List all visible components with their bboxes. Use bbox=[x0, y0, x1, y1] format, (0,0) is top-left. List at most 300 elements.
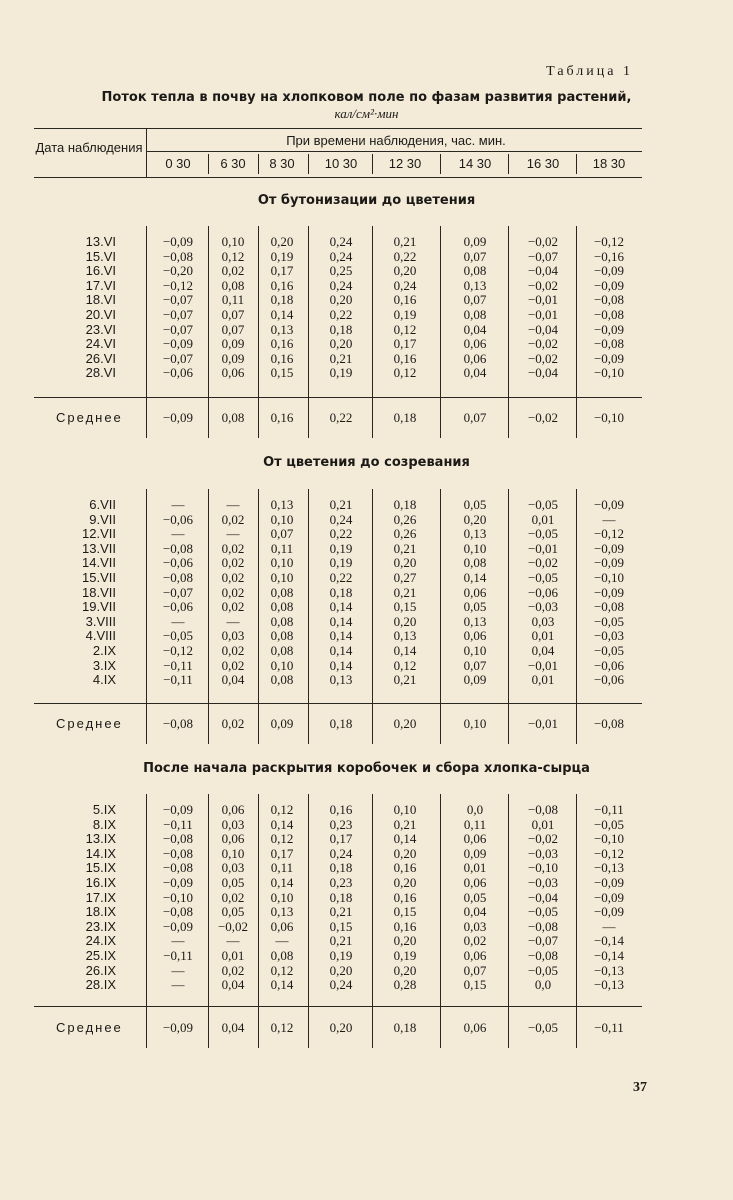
table-cell: 0,01 bbox=[221, 948, 245, 963]
table-cell: −0,13 bbox=[593, 962, 625, 978]
average-column-separator bbox=[508, 397, 509, 438]
table-cell: 0,24 bbox=[329, 845, 353, 861]
table-cell: −0,08 bbox=[593, 292, 625, 308]
column-separator bbox=[146, 794, 147, 1006]
table-cell: 0,16 bbox=[393, 918, 417, 934]
row-date: 3.IX bbox=[92, 657, 116, 673]
header-col-separator bbox=[440, 154, 441, 174]
table-cell: −0,08 bbox=[162, 904, 194, 920]
row-date: 13.VI bbox=[85, 234, 116, 249]
table-cell: 0,12 bbox=[393, 365, 417, 381]
average-label: Среднее bbox=[56, 1020, 123, 1035]
average-cell: 0,08 bbox=[221, 410, 245, 425]
table-cell: −0,03 bbox=[527, 845, 559, 861]
average-column-separator bbox=[440, 703, 441, 744]
table-cell: 0,05 bbox=[221, 904, 245, 920]
table-cell: −0,04 bbox=[527, 889, 559, 905]
average-column-separator bbox=[308, 1006, 309, 1048]
table-cell: 0,08 bbox=[463, 263, 487, 279]
time-header-4: 12 30 bbox=[388, 156, 422, 171]
row-date: 17.VI bbox=[85, 277, 116, 293]
average-cell: 0,18 bbox=[393, 410, 417, 425]
table-cell: 0,01 bbox=[531, 628, 555, 644]
row-date: 25.IX bbox=[85, 948, 116, 963]
table-cell: 0,16 bbox=[270, 350, 294, 366]
table-cell: 0,14 bbox=[329, 599, 353, 615]
table-cell: 0,06 bbox=[463, 350, 487, 366]
table-cell: — bbox=[171, 962, 185, 978]
table-cell: −0,06 bbox=[162, 511, 194, 527]
column-separator bbox=[440, 794, 441, 1006]
header-col-separator bbox=[308, 154, 309, 174]
table-cell: 0,28 bbox=[393, 977, 417, 993]
average-cell: 0,22 bbox=[329, 410, 353, 425]
table-cell: 0,20 bbox=[393, 933, 417, 949]
table-cell: 0,06 bbox=[221, 802, 245, 817]
table-cell: 0,04 bbox=[221, 977, 245, 993]
table-cell: 0,10 bbox=[221, 845, 245, 861]
table-cell: −0,09 bbox=[162, 234, 194, 249]
table-cell: −0,05 bbox=[527, 570, 559, 585]
table-cell: 0,12 bbox=[393, 321, 417, 337]
average-cell: −0,09 bbox=[162, 410, 194, 425]
table-cell: — bbox=[171, 497, 185, 512]
table-cell: −0,05 bbox=[162, 628, 194, 644]
table-cell: 0,08 bbox=[270, 948, 294, 963]
table-cell: −0,08 bbox=[527, 918, 559, 934]
table-cell: 0,20 bbox=[393, 555, 417, 571]
table-cell: 0,14 bbox=[393, 831, 417, 847]
table-cell: 0,16 bbox=[270, 277, 294, 293]
table-cell: 0,16 bbox=[393, 350, 417, 366]
table-cell: 0,13 bbox=[463, 526, 487, 542]
table-cell: −0,12 bbox=[593, 845, 625, 861]
section-title: После начала раскрытия коробочек и сбора хлопка-сырца bbox=[143, 761, 590, 776]
table-cell: 0,08 bbox=[270, 613, 294, 629]
table-cell: 0,14 bbox=[393, 643, 417, 658]
table-cell: −0,10 bbox=[593, 365, 625, 381]
table-cell: 0,15 bbox=[463, 977, 487, 993]
table-cell: — bbox=[171, 933, 185, 949]
header-col-separator bbox=[208, 154, 209, 174]
date-column-header: Дата наблюдения bbox=[35, 140, 143, 155]
table-cell: −0,10 bbox=[593, 831, 625, 847]
table-cell: −0,02 bbox=[527, 350, 559, 366]
table-cell: 0,18 bbox=[329, 584, 353, 600]
table-cell: 0,12 bbox=[221, 248, 245, 264]
table-cell: 0,23 bbox=[329, 875, 353, 890]
table-cell: 0,14 bbox=[270, 307, 294, 322]
table-cell: 0,27 bbox=[393, 570, 417, 585]
table-cell: 0,09 bbox=[463, 845, 487, 861]
table-cell: 0,08 bbox=[270, 584, 294, 600]
table-cell: −0,07 bbox=[162, 292, 194, 308]
table-cell: 0,04 bbox=[463, 904, 487, 920]
table-cell: 0,03 bbox=[221, 816, 245, 832]
table-cell: 0,13 bbox=[270, 904, 294, 920]
table-cell: −0,02 bbox=[527, 277, 559, 293]
time-header-6: 16 30 bbox=[526, 156, 560, 171]
table-cell: 0,06 bbox=[221, 831, 245, 847]
row-date: 13.IX bbox=[85, 831, 116, 847]
table-cell: 0,06 bbox=[463, 875, 487, 890]
table-cell: 0,10 bbox=[463, 643, 487, 658]
table-cell: 0,02 bbox=[463, 933, 487, 949]
table-cell: 0,22 bbox=[329, 307, 353, 322]
row-date: 13.VII bbox=[82, 540, 116, 556]
table-cell: 0,02 bbox=[221, 540, 245, 556]
column-separator bbox=[508, 489, 509, 703]
table-cell: −0,08 bbox=[527, 802, 559, 817]
table-cell: 0,15 bbox=[270, 365, 294, 381]
table-cell: 0,06 bbox=[463, 628, 487, 644]
table-cell: −0,06 bbox=[162, 365, 194, 381]
table-cell: 0,03 bbox=[221, 628, 245, 644]
table-cell: 0,06 bbox=[463, 831, 487, 847]
table-cell: 0,21 bbox=[329, 933, 353, 949]
table-cell: 0,08 bbox=[463, 555, 487, 571]
column-separator bbox=[146, 489, 147, 703]
table-cell: −0,06 bbox=[593, 672, 625, 688]
row-date: 4.IX bbox=[92, 672, 116, 688]
header-col-separator bbox=[576, 154, 577, 174]
table-cell: 0,19 bbox=[270, 248, 294, 264]
table-cell: 0,23 bbox=[329, 816, 353, 832]
table-label: Таблица 1 bbox=[546, 64, 633, 79]
table-cell: −0,08 bbox=[527, 948, 559, 963]
table-cell: 0,02 bbox=[221, 962, 245, 978]
table-cell: −0,05 bbox=[593, 816, 625, 832]
table-cell: 0,18 bbox=[393, 497, 417, 512]
table-cell: −0,05 bbox=[593, 643, 625, 658]
table-cell: −0,08 bbox=[593, 599, 625, 615]
average-column-separator bbox=[508, 703, 509, 744]
table-cell: — bbox=[602, 918, 616, 934]
table-cell: −0,10 bbox=[593, 570, 625, 585]
column-separator bbox=[146, 226, 147, 397]
header-bottom-rule bbox=[34, 177, 642, 178]
table-cell: −0,12 bbox=[593, 526, 625, 542]
table-cell: −0,02 bbox=[217, 918, 249, 934]
table-cell: 0,08 bbox=[270, 672, 294, 688]
table-cell: 0,12 bbox=[270, 802, 294, 817]
row-date: 5.IX bbox=[92, 802, 116, 817]
table-cell: 0,18 bbox=[329, 889, 353, 905]
table-cell: 0,07 bbox=[463, 248, 487, 264]
table-cell: 0,19 bbox=[329, 555, 353, 571]
table-cell: 0,26 bbox=[393, 511, 417, 527]
table-cell: 0,18 bbox=[270, 292, 294, 308]
row-date: 15.VII bbox=[82, 570, 116, 585]
table-cell: 0,15 bbox=[329, 918, 353, 934]
table-cell: — bbox=[226, 613, 240, 629]
table-cell: −0,14 bbox=[593, 933, 625, 949]
table-cell: −0,13 bbox=[593, 860, 625, 876]
table-cell: 0,26 bbox=[393, 526, 417, 542]
table-cell: −0,07 bbox=[162, 584, 194, 600]
row-date: 24.VI bbox=[85, 336, 116, 352]
row-date: 16.IX bbox=[85, 875, 116, 890]
table-cell: 0,18 bbox=[329, 321, 353, 337]
table-cell: −0,08 bbox=[162, 570, 194, 585]
table-cell: 0,14 bbox=[270, 816, 294, 832]
header-date-separator bbox=[146, 128, 147, 177]
row-date: 14.IX bbox=[85, 845, 116, 861]
table-cell: −0,11 bbox=[163, 657, 193, 673]
table-units: кал/см²·мин bbox=[334, 106, 399, 121]
table-cell: 0,01 bbox=[531, 672, 555, 688]
header-mid-rule bbox=[146, 151, 642, 152]
table-cell: −0,09 bbox=[593, 540, 625, 556]
table-cell: 0,10 bbox=[270, 555, 294, 571]
average-cell: −0,11 bbox=[594, 1020, 624, 1035]
table-cell: 0,13 bbox=[463, 613, 487, 629]
time-header-2: 8 30 bbox=[269, 156, 295, 171]
table-cell: 0,15 bbox=[393, 904, 417, 920]
table-cell: −0,09 bbox=[593, 263, 625, 279]
table-cell: 0,21 bbox=[393, 540, 417, 556]
table-cell: 0,04 bbox=[463, 365, 487, 381]
table-cell: 0,10 bbox=[270, 657, 294, 673]
table-cell: −0,08 bbox=[162, 831, 194, 847]
table-cell: 0,02 bbox=[221, 511, 245, 527]
table-cell: 0,04 bbox=[221, 672, 245, 688]
table-cell: −0,07 bbox=[162, 350, 194, 366]
row-date: 15.IX bbox=[85, 860, 116, 876]
row-date: 24.IX bbox=[85, 933, 116, 949]
table-cell: 0,12 bbox=[393, 657, 417, 673]
time-header-3: 10 30 bbox=[324, 156, 358, 171]
table-cell: 0,03 bbox=[531, 613, 555, 629]
table-cell: 0,06 bbox=[463, 584, 487, 600]
table-cell: 0,10 bbox=[270, 889, 294, 905]
table-cell: — bbox=[602, 511, 616, 527]
column-separator bbox=[308, 794, 309, 1006]
table-cell: 0,04 bbox=[531, 643, 555, 658]
table-cell: 0,14 bbox=[270, 977, 294, 993]
table-cell: −0,08 bbox=[162, 540, 194, 556]
table-cell: −0,05 bbox=[527, 904, 559, 920]
time-span-header: При времени наблюдения, час. мин. bbox=[286, 133, 506, 148]
column-separator bbox=[308, 226, 309, 397]
average-column-separator bbox=[146, 1006, 147, 1048]
table-cell: 0,17 bbox=[270, 845, 294, 861]
table-cell: 0,22 bbox=[329, 526, 353, 542]
average-column-separator bbox=[208, 397, 209, 438]
table-cell: 0,13 bbox=[329, 672, 353, 688]
row-date: 6.VII bbox=[89, 497, 116, 512]
table-cell: 0,14 bbox=[329, 628, 353, 644]
table-cell: 0,13 bbox=[463, 277, 487, 293]
table-cell: −0,02 bbox=[527, 555, 559, 571]
average-cell: 0,04 bbox=[221, 1020, 245, 1035]
table-cell: −0,01 bbox=[527, 307, 559, 322]
table-cell: 0,08 bbox=[221, 277, 245, 293]
table-cell: 0,10 bbox=[270, 511, 294, 527]
table-cell: 0,19 bbox=[393, 948, 417, 963]
row-date: 23.IX bbox=[85, 918, 116, 934]
average-column-separator bbox=[308, 397, 309, 438]
table-cell: −0,11 bbox=[163, 948, 193, 963]
row-date: 9.VII bbox=[89, 511, 116, 527]
table-cell: — bbox=[171, 977, 185, 993]
average-cell: −0,05 bbox=[527, 1020, 559, 1035]
table-cell: 0,01 bbox=[531, 816, 555, 832]
row-date: 23.VI bbox=[85, 321, 116, 337]
table-cell: 0,20 bbox=[393, 845, 417, 861]
table-cell: 0,10 bbox=[221, 234, 245, 249]
table-cell: 0,08 bbox=[270, 628, 294, 644]
table-cell: 0,19 bbox=[393, 307, 417, 322]
average-cell: 0,02 bbox=[221, 716, 245, 731]
average-cell: 0,18 bbox=[393, 1020, 417, 1035]
table-cell: 0,09 bbox=[463, 672, 487, 688]
table-cell: 0,21 bbox=[393, 584, 417, 600]
column-separator bbox=[208, 794, 209, 1006]
table-cell: −0,09 bbox=[162, 875, 194, 890]
table-cell: −0,07 bbox=[162, 307, 194, 322]
row-date: 16.VI bbox=[85, 263, 116, 279]
table-cell: 0,09 bbox=[221, 336, 245, 352]
table-cell: −0,06 bbox=[162, 599, 194, 615]
table-cell: 0,03 bbox=[463, 918, 487, 934]
table-cell: 0,24 bbox=[329, 977, 353, 993]
table-cell: 0,11 bbox=[270, 860, 294, 876]
section-title: От цветения до созревания bbox=[263, 455, 470, 470]
table-cell: — bbox=[171, 613, 185, 629]
average-column-separator bbox=[208, 1006, 209, 1048]
table-cell: 0,03 bbox=[221, 860, 245, 876]
table-cell: 0,14 bbox=[270, 875, 294, 890]
table-cell: −0,09 bbox=[593, 584, 625, 600]
table-cell: 0,16 bbox=[393, 889, 417, 905]
table-cell: −0,07 bbox=[527, 248, 559, 264]
column-separator bbox=[372, 794, 373, 1006]
average-column-separator bbox=[372, 1006, 373, 1048]
table-cell: 0,02 bbox=[221, 599, 245, 615]
table-cell: — bbox=[226, 933, 240, 949]
column-separator bbox=[440, 226, 441, 397]
column-separator bbox=[440, 489, 441, 703]
table-cell: −0,09 bbox=[593, 321, 625, 337]
average-cell: −0,08 bbox=[593, 716, 625, 731]
table-cell: −0,08 bbox=[162, 860, 194, 876]
table-cell: −0,01 bbox=[527, 657, 559, 673]
table-cell: −0,03 bbox=[527, 599, 559, 615]
table-cell: 0,09 bbox=[221, 350, 245, 366]
table-cell: 0,02 bbox=[221, 889, 245, 905]
row-date: 28.IX bbox=[85, 977, 116, 993]
average-cell: −0,08 bbox=[162, 716, 194, 731]
table-cell: 0,24 bbox=[329, 511, 353, 527]
table-cell: −0,13 bbox=[593, 977, 625, 993]
table-cell: 0,20 bbox=[463, 511, 487, 527]
column-separator bbox=[508, 226, 509, 397]
average-cell: 0,18 bbox=[329, 716, 353, 731]
table-cell: 0,11 bbox=[463, 816, 487, 832]
average-column-separator bbox=[308, 703, 309, 744]
column-separator bbox=[308, 489, 309, 703]
table-cell: 0,06 bbox=[270, 918, 294, 934]
average-column-separator bbox=[372, 703, 373, 744]
table-cell: 0,24 bbox=[329, 248, 353, 264]
row-date: 14.VII bbox=[82, 555, 116, 571]
table-cell: −0,14 bbox=[593, 948, 625, 963]
table-cell: 0,24 bbox=[393, 277, 417, 293]
average-cell: 0,12 bbox=[270, 1020, 294, 1035]
table-cell: 0,13 bbox=[270, 321, 294, 337]
table-cell: — bbox=[226, 526, 240, 542]
table-cell: 0,22 bbox=[393, 248, 417, 264]
row-date: 17.IX bbox=[85, 889, 116, 905]
table-cell: 0,21 bbox=[393, 672, 417, 688]
table-cell: 0,21 bbox=[393, 816, 417, 832]
table-cell: — bbox=[226, 497, 240, 512]
table-cell: 0,04 bbox=[463, 321, 487, 337]
table-cell: 0,20 bbox=[393, 962, 417, 978]
section-title: От бутонизации до цветения bbox=[257, 193, 476, 208]
table-cell: −0,09 bbox=[162, 918, 194, 934]
column-separator bbox=[372, 226, 373, 397]
column-separator bbox=[208, 226, 209, 397]
table-cell: −0,09 bbox=[593, 875, 625, 890]
column-separator bbox=[576, 794, 577, 1006]
table-cell: 0,21 bbox=[329, 904, 353, 920]
table-cell: 0,01 bbox=[531, 511, 555, 527]
table-cell: 0,02 bbox=[221, 657, 245, 673]
table-cell: 0,12 bbox=[270, 831, 294, 847]
table-cell: 0,06 bbox=[463, 948, 487, 963]
table-cell: −0,05 bbox=[593, 613, 625, 629]
time-header-1: 6 30 bbox=[220, 156, 246, 171]
table-cell: −0,09 bbox=[593, 277, 625, 293]
table-cell: −0,02 bbox=[527, 336, 559, 352]
average-cell: 0,09 bbox=[270, 716, 294, 731]
row-date: 26.IX bbox=[85, 962, 116, 978]
table-cell: 0,09 bbox=[463, 234, 487, 249]
row-date: 12.VII bbox=[82, 526, 116, 542]
row-date: 19.VII bbox=[82, 599, 116, 615]
table-cell: −0,08 bbox=[162, 248, 194, 264]
average-cell: 0,10 bbox=[463, 716, 487, 731]
average-cell: 0,16 bbox=[270, 410, 294, 425]
table-cell: 0,20 bbox=[393, 263, 417, 279]
row-date: 4.VIII bbox=[85, 628, 116, 644]
average-column-separator bbox=[576, 397, 577, 438]
table-cell: 0,0 bbox=[534, 977, 552, 993]
average-top-rule bbox=[34, 703, 642, 704]
row-date: 20.VI bbox=[85, 307, 116, 322]
table-cell: 0,16 bbox=[393, 860, 417, 876]
table-cell: 0,10 bbox=[393, 802, 417, 817]
table-cell: 0,10 bbox=[270, 570, 294, 585]
table-cell: 0,07 bbox=[463, 962, 487, 978]
table-cell: — bbox=[171, 526, 185, 542]
table-cell: 0,10 bbox=[463, 540, 487, 556]
table-cell: 0,13 bbox=[270, 497, 294, 512]
table-cell: 0,20 bbox=[270, 234, 294, 249]
table-cell: −0,04 bbox=[527, 321, 559, 337]
table-cell: 0,12 bbox=[270, 962, 294, 978]
column-separator bbox=[208, 489, 209, 703]
table-cell: 0,05 bbox=[221, 875, 245, 890]
row-date: 28.VI bbox=[85, 365, 116, 381]
table-cell: 0,02 bbox=[221, 263, 245, 279]
row-date: 15.VI bbox=[85, 248, 116, 264]
table-cell: −0,08 bbox=[162, 845, 194, 861]
table-cell: −0,02 bbox=[527, 234, 559, 249]
table-cell: −0,05 bbox=[527, 526, 559, 542]
